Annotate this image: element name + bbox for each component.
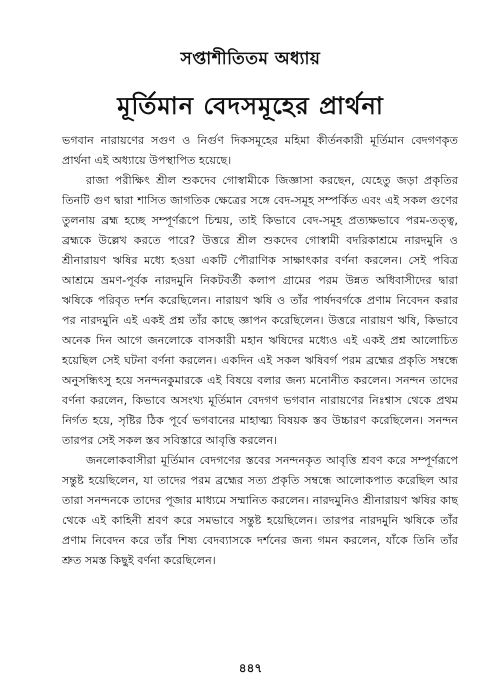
chapter-number: সপ্তাশীতিতম অধ্যায়: [180, 49, 321, 69]
body-paragraph: রাজা পরীক্ষিৎ শ্রীল শুকদেব গোস্বামীকে জিজ্ঞাসা করছেন, যেহেতু জড়া প্রকৃতির তিনটি গুণ দ্বারা শাসিত জাগতিক ক্ষেত্রের সঙ্গে বেদ-সমূহ সম্পর্কিত এবং এই সকল গুণের তুলনায় ব্রহ্ম হচ্ছে সম্পূর্ণরূপে চিন্ময়, তাই কিভাবে বেদ-সমূহ প্রত্যক্ষভাবে পরম-তত্ত্ব, ব্রহ্মকে উল্লেখ করতে পারে? উত্তরে শ্রীল শুকদেব গোস্বামী বদরিকাশ্রমে নারদমুনি ও শ্রীনারায়ণ ঋষির মধ্যে হওয়া একটি পৌরাণিক সাক্ষাৎকার বর্ণনা করলেন। সেই পবিত্র আশ্রমে ভ্রমণ-পূর্বক নারদমুনি নিকটবর্তী কলাপ গ্রামের পরম উন্নত অধিবাসীদের দ্বারা ঋষিকে পরিবৃত দর্শন করেছিলেন। নারায়ণ ঋষি ও তাঁর পার্ষদবর্গকে প্রণাম নিবেদন করার পর নারদমুনি এই একই প্রশ্ন তাঁর কাছে জ্ঞাপন করেছিলেন। উত্তরে নারায়ণ ঋষি, কিভাবে অনেক দিন আগে জনলোকে বাসকারী মহান ঋষিদের মধ্যেও এই একই প্রশ্ন আলোচিত হয়েছিল সেই ঘটনা বর্ণনা করলেন। একদিন এই সকল ঋষিবর্গ পরম ব্রহ্মের প্রকৃতি সম্বন্ধে অনুসন্ধিৎসু হয়ে সনন্দনকুমারকে এই বিষয়ে বলার জন্য মনোনীত করলেন। সনন্দন তাদের বর্ণনা করলেন, কিভাবে অসংখ্য মূর্তিমান বেদগণ ভগবান নারায়ণের নিঃশ্বাস থেকে প্রথম নির্গত হয়ে, সৃষ্টির ঠিক পূর্বে ভগবানের মাহাত্ম্য বিষয়ক স্তব উচ্চারণ করেছিলেন। সনন্দন তারপর সেই সকল স্তব সবিস্তারে আবৃত্তি করলেন।: [62, 174, 458, 447]
chapter-body: [62, 131, 458, 571]
intro-paragraph: ভগবান নারায়ণের সগুণ ও নির্গুণ দিকসমূহের মহিমা কীর্তনকারী মূর্তিমান বেদগণকৃত প্রার্থনা এই অধ্যায়ে উপস্থাপিত হয়েছে।: [62, 134, 458, 167]
body-paragraph: জনলোকবাসীরা মূর্তিমান বেদগণের স্তবের সনন্দনকৃত আবৃত্তি শ্রবণ করে সম্পূর্ণরূপে সন্তুষ্ট হয়েছিলেন, যা তাদের পরম ব্রহ্মের সত্য প্রকৃতি সম্বন্ধে আলোকপাত করেছিল আর তারা সনন্দনকে তাদের পূজার মাধ্যমে সম্মানিত করলেন। নারদমুনিও শ্রীনারায়ণ ঋষির কাছ থেকে এই কাহিনী শ্রবণ করে সমভাবে সন্তুষ্ট হয়েছিলেন। তারপর নারদমুনি ঋষিকে তাঁর প্রণাম নিবেদন করে তাঁর শিষ্য বেদব্যাসকে দর্শনের জন্য গমন করলেন, যাঁকে তিনি তাঁর শ্রুত সমস্ত কিছুই বর্ণনা করেছিলেন।: [62, 454, 458, 567]
page-number: ৪৪৭: [238, 661, 263, 675]
chapter-title: মূর্তিমান বেদসমূহের প্রার্থনা: [117, 92, 384, 120]
